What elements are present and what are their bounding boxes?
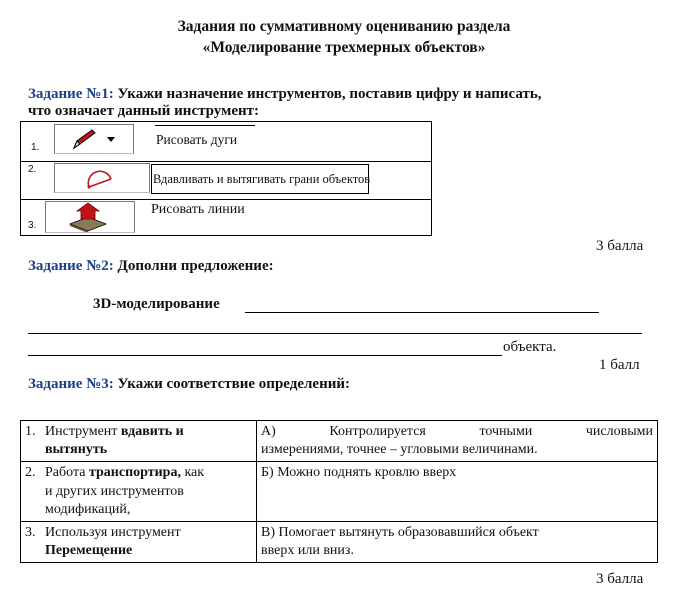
left-text: модификаций, xyxy=(45,501,131,517)
left-bold: вдавить и xyxy=(120,424,184,439)
task1-heading xyxy=(28,86,542,103)
left-text: как xyxy=(180,465,205,481)
pencil-icon xyxy=(65,127,125,153)
task1-row-1 xyxy=(21,122,431,162)
right-text: В) Помогает вытянуть образовавшийся объект xyxy=(261,524,539,540)
left-bold: транспортира, xyxy=(88,465,181,481)
left-text: Инструмент xyxy=(45,424,121,439)
definition-left-3 xyxy=(21,521,257,562)
tool-icon-box[interactable] xyxy=(45,201,135,233)
left-text: Используя инструмент xyxy=(45,524,181,540)
tool-icon-box[interactable] xyxy=(54,163,150,193)
task1-text: Укажи назначение инструментов, поставив цифру и написать, xyxy=(117,86,542,102)
left-text: Работа xyxy=(45,465,89,481)
task2-text: Дополни предложение: xyxy=(117,258,274,274)
task3-text: Укажи соответствие определений: xyxy=(117,376,350,392)
row-number: 3. xyxy=(25,524,36,540)
task1-table xyxy=(20,121,432,236)
task1-score: 3 балла xyxy=(596,238,644,254)
left-bold: вытянуть xyxy=(45,442,108,458)
row-number: 3. xyxy=(28,220,37,231)
right-text: измерениями, точнее – угловыми величинами. xyxy=(261,442,538,458)
task3-score: 3 балла xyxy=(596,571,644,587)
task2-sentence-end: объекта. xyxy=(503,339,557,355)
page-subtitle: «Моделирование трехмерных объектов» xyxy=(202,39,486,56)
task1-row-2 xyxy=(21,161,431,200)
task3-number: Задание №3: xyxy=(28,376,114,392)
definition-left-2 xyxy=(21,462,257,522)
right-text: Б) Можно поднять кровлю вверх xyxy=(261,465,457,481)
push-pull-icon xyxy=(66,202,110,232)
task2-score: 1 балл xyxy=(599,357,640,373)
row-number: 1. xyxy=(25,424,36,439)
table-row xyxy=(21,521,658,562)
table-row xyxy=(21,462,658,522)
definition-right-2 xyxy=(257,462,658,522)
right-text: А) Контролируется точными числовыми xyxy=(261,424,653,439)
task3-heading xyxy=(28,376,350,393)
row-number: 2. xyxy=(25,465,36,481)
row-number: 2. xyxy=(28,164,37,175)
answer-line-3[interactable] xyxy=(28,355,502,356)
definition-left-1 xyxy=(21,421,257,462)
page-title: Задания по суммативному оцениванию раздела xyxy=(177,18,511,35)
tool-label: Рисовать линии xyxy=(151,202,245,217)
table-row xyxy=(21,421,658,462)
task1-row-3 xyxy=(21,199,431,236)
task1-number: Задание №1: xyxy=(28,86,114,102)
row-number: 1. xyxy=(31,142,40,153)
definition-right-1 xyxy=(257,421,658,462)
left-text: и других инструментов xyxy=(45,483,184,499)
tool-icon-box[interactable] xyxy=(54,124,134,154)
left-bold: Перемещение xyxy=(45,543,133,559)
tool-label: Вдавливать и вытягивать грани объектов xyxy=(153,172,371,186)
definition-right-3 xyxy=(257,521,658,562)
arc-icon xyxy=(81,165,121,193)
tool-label: Рисовать дуги xyxy=(156,132,238,147)
right-text: вверх или вниз. xyxy=(261,543,354,559)
task1-text-line2: что означает данный инструмент: xyxy=(28,103,259,119)
task2-heading xyxy=(28,258,274,275)
task3-table xyxy=(20,420,658,563)
answer-line-1[interactable] xyxy=(245,312,599,313)
task2-sentence-start: 3D-моделирование xyxy=(93,296,220,312)
task2-number: Задание №2: xyxy=(28,258,114,274)
answer-line-2[interactable] xyxy=(28,333,642,334)
